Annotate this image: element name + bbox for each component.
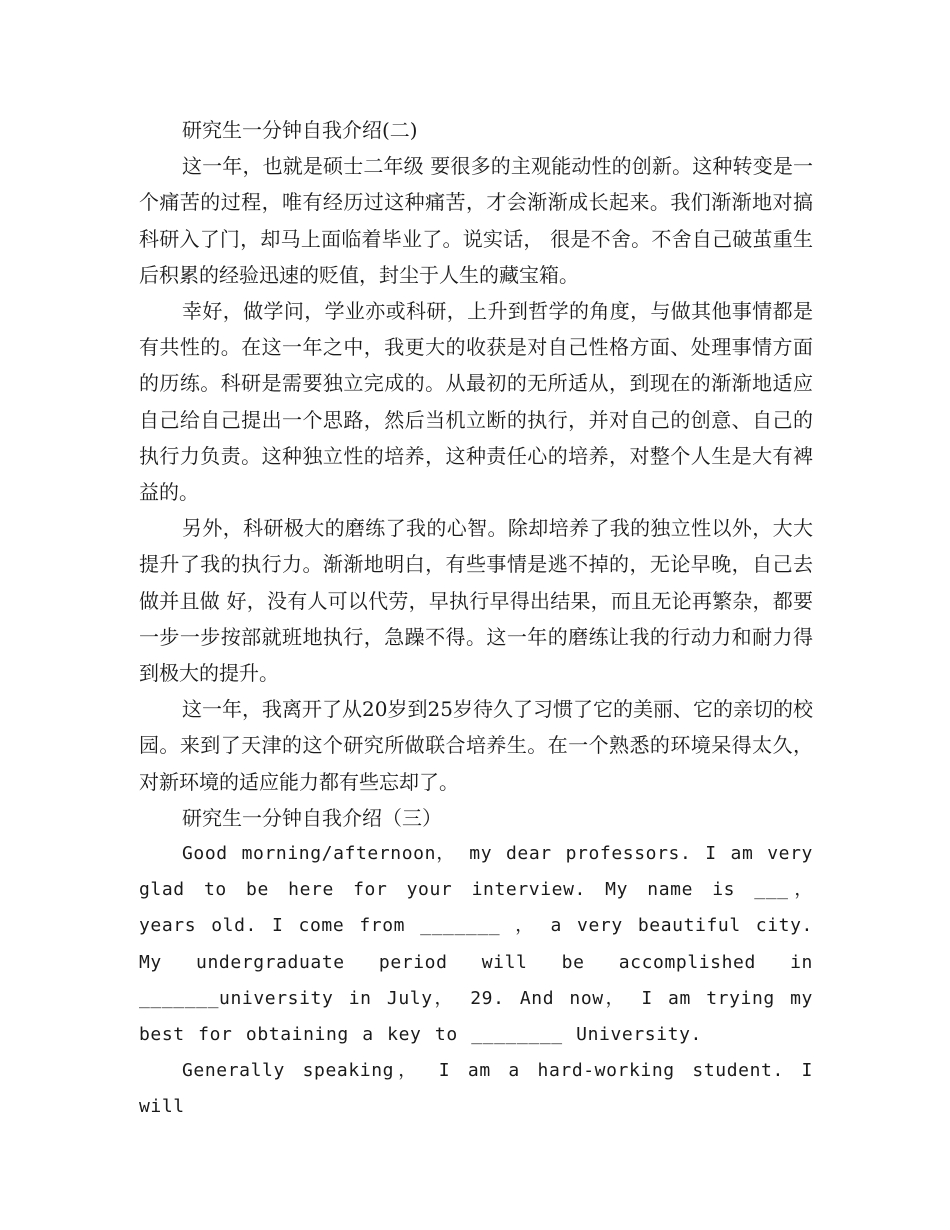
section-heading-3: 研究生一分钟自我介绍（三）: [182, 805, 442, 830]
paragraph-2: 幸好，做学问，学业亦或科研，上升到哲学的角度，与做其他事情都是有共性的。在这一年之中，我更大的收获是对自己性格方面、处理事情方面的历练。科研是需要独立完成的。从最初的无所适从，到现在的渐渐地适应自己给自己提出一个思路，然后当机立断的执行，并对自己的创意、自己的执行力负责。这种独立性的培养，这种责任心的培养，对整个人生是大有裨益的。: [139, 299, 813, 505]
paragraph-english-1: Good morning/afternoon， my dear professors. I am very glad to be here for your interview. My name is ___， years old. I come from _______ ， a very beautiful city. My undergraduate period will be accomplished in _______university in July， 29. And now， I am trying my best for obtaining a key to ________ University.: [139, 843, 813, 1046]
paragraph-1: 这一年，也就是硕士二年级 要很多的主观能动性的创新。这种转变是一个痛苦的过程，唯有经历过这种痛苦，才会渐渐成长起来。我们渐渐地对搞科研入了门，却马上面临着毕业了。说实话， 很是不舍。不舍自己破茧重生后积累的经验迅速的贬值，封尘于人生的藏宝箱。: [139, 154, 813, 287]
paragraph-english-2: Generally speaking， I am a hard-working student. I will: [139, 1060, 813, 1118]
section-heading-2: 研究生一分钟自我介绍(二): [182, 118, 418, 142]
document-page: [139, 112, 813, 1126]
paragraph-3: 另外，科研极大的磨练了我的心智。除却培养了我的独立性以外，大大提升了我的执行力。渐渐地明白，有些事情是逃不掉的，无论早晚，自己去做并且做 好，没有人可以代劳，早执行早得出结果，而且无论再繁杂，都要一步一步按部就班地执行，急躁不得。这一年的磨练让我的行动力和耐力得到极大的提升。: [139, 516, 813, 686]
paragraph-4: 这一年，我离开了从20岁到25岁待久了习惯了它的美丽、它的亲切的校园。来到了天津的这个研究所做联合培养生。在一个熟悉的环境呆得太久，对新环境的适应能力都有些忘却了。: [139, 697, 813, 794]
